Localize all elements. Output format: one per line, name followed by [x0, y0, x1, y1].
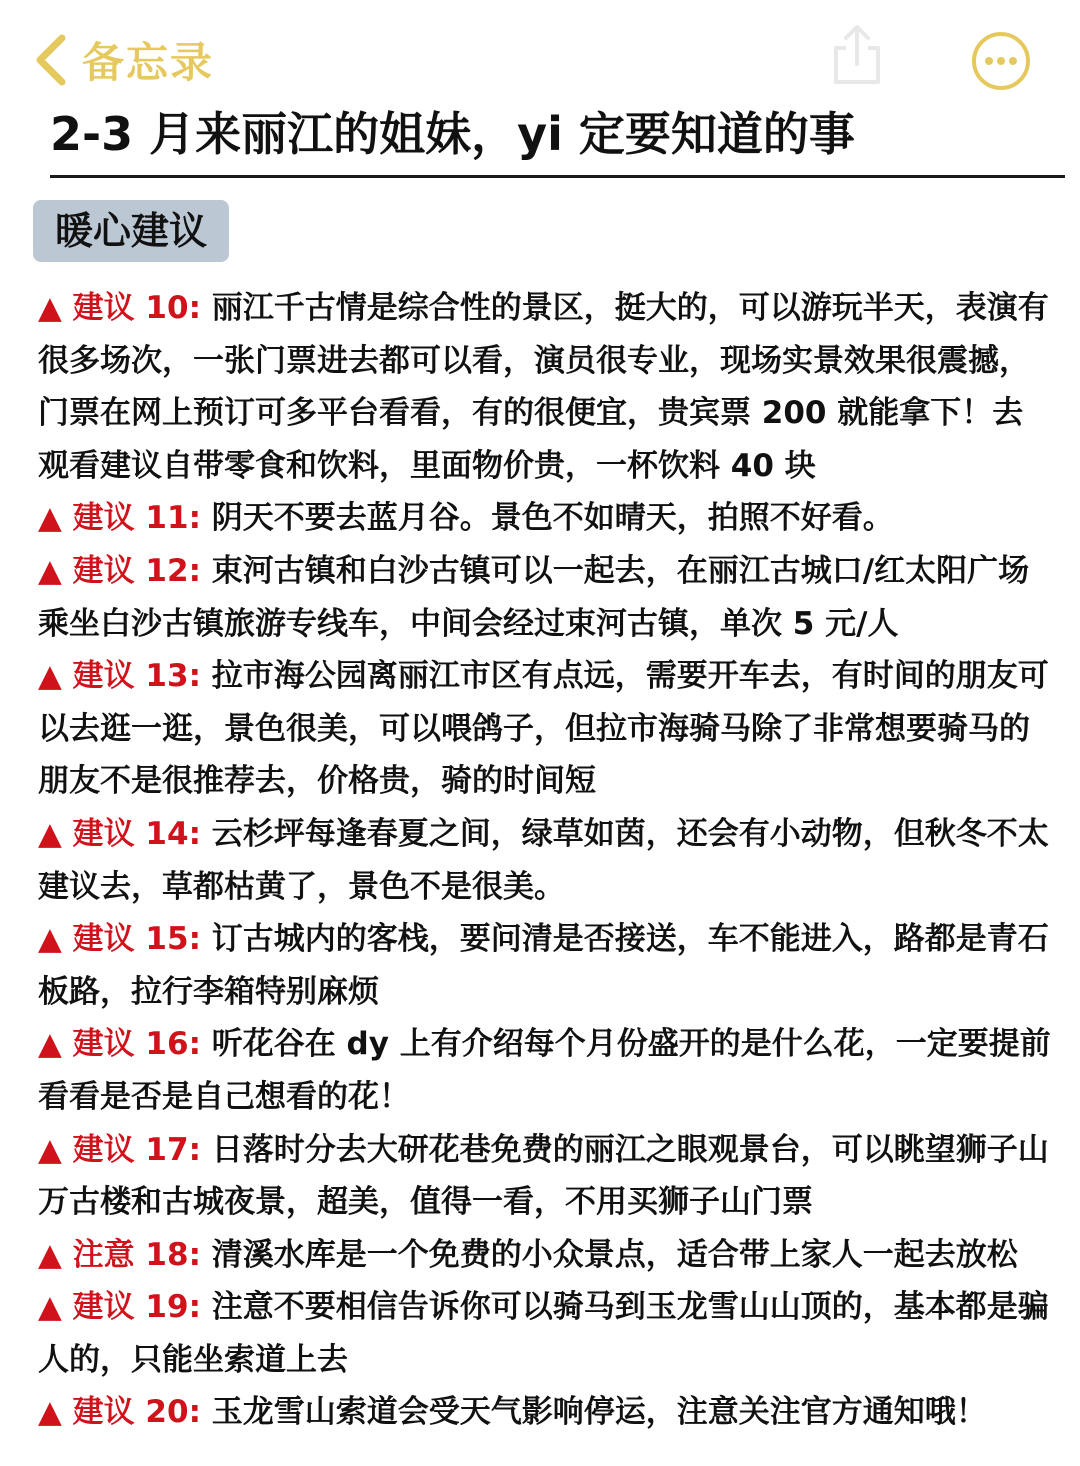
note-item-text: 丽江千古情是综合性的景区，挺大的，可以游玩半天，表演有很多场次，一张门票进去都可以看，演员很专业，现场实景效果很震撼，门票在网上预订可多平台看看，有的很便宜，贵宾票 200 就能拿下！去观看建议自带零食和饮料，里面物价贵，一杯饮料 40 块 [38, 290, 1049, 484]
note-item-text: 订古城内的客栈，要问清是否接送，车不能进入，路都是青石板路，拉行李箱特别麻烦 [38, 921, 1049, 1010]
note-item-label: ▲ 建议 10: [38, 290, 201, 326]
note-item-label: ▲ 建议 15: [38, 921, 201, 958]
note-item [38, 1229, 1052, 1282]
note-item-label: ▲ 建议 16: [38, 1026, 201, 1063]
back-label: 备忘录 [82, 38, 215, 87]
note-item [38, 1386, 1052, 1439]
top-bar [0, 0, 1080, 110]
note-item-text: 听花谷在 dy 上有介绍每个月份盛开的是什么花，一定要提前看看是否是自己想看的花！ [38, 1026, 1051, 1115]
note-item-text: 注意不要相信告诉你可以骑马到玉龙雪山山顶的，基本都是骗人的，只能坐索道上去 [38, 1289, 1049, 1378]
share-button[interactable] [826, 22, 888, 88]
note-item [38, 650, 1052, 808]
note-item [38, 282, 1052, 492]
note-item-text: 云杉坪每逢春夏之间，绿草如茵，还会有小动物，但秋冬不太建议去，草都枯黄了，景色不是很美。 [38, 815, 1049, 905]
note-item [38, 913, 1052, 1018]
note-item-text: 玉龙雪山索道会受天气影响停运，注意关注官方通知哦！ [200, 1394, 987, 1431]
note-item-label: ▲ 建议 13: [38, 658, 201, 695]
chevron-left-icon [32, 34, 68, 86]
note-item-label: ▲ 注意 18: [38, 1236, 201, 1273]
note-item [38, 808, 1052, 913]
note-item-text: 束河古镇和白沙古镇可以一起去，在丽江古城口/红太阳广场乘坐白沙古镇旅游专线车，中间会经过束河古镇，单次 5 元/人 [38, 552, 1030, 642]
note-item [38, 545, 1052, 650]
note-item-label: ▲ 建议 19: [38, 1289, 201, 1326]
note-item-label: ▲ 建议 12: [38, 552, 201, 589]
note-title: 2-3 月来丽江的姐妹，yi 定要知道的事 [50, 107, 855, 161]
note-body [38, 282, 1052, 1439]
note-item-label: ▲ 建议 14: [38, 815, 201, 852]
section-tag: 暖心建议 [33, 200, 229, 262]
note-item-label: ▲ 建议 11: [38, 500, 201, 537]
note-item-text: 拉市海公园离丽江市区有点远，需要开车去，有时间的朋友可以去逛一逛，景色很美，可以喂鸽子，但拉市海骑马除了非常想要骑马的朋友不是很推荐去，价格贵，骑的时间短 [38, 658, 1049, 800]
note-item-label: ▲ 建议 17: [38, 1131, 201, 1168]
note-item [38, 1281, 1052, 1386]
note-item [38, 1124, 1052, 1229]
title-divider [50, 175, 1065, 178]
note-item-text: 清溪水库是一个免费的小众景点，适合带上家人一起去放松 [200, 1236, 1018, 1273]
more-icon [970, 30, 1032, 92]
note-item [38, 1018, 1052, 1123]
note-item-text: 阴天不要去蓝月谷。景色不如晴天，拍照不好看。 [200, 500, 894, 537]
share-icon [826, 22, 888, 88]
note-item [38, 492, 1052, 545]
back-button[interactable] [32, 28, 214, 92]
note-item-text: 日落时分去大研花巷免费的丽江之眼观景台，可以眺望狮子山万古楼和古城夜景，超美，值得一看，不用买狮子山门票 [38, 1131, 1049, 1221]
note-item-label: ▲ 建议 20: [38, 1394, 201, 1431]
more-button[interactable] [970, 30, 1032, 92]
